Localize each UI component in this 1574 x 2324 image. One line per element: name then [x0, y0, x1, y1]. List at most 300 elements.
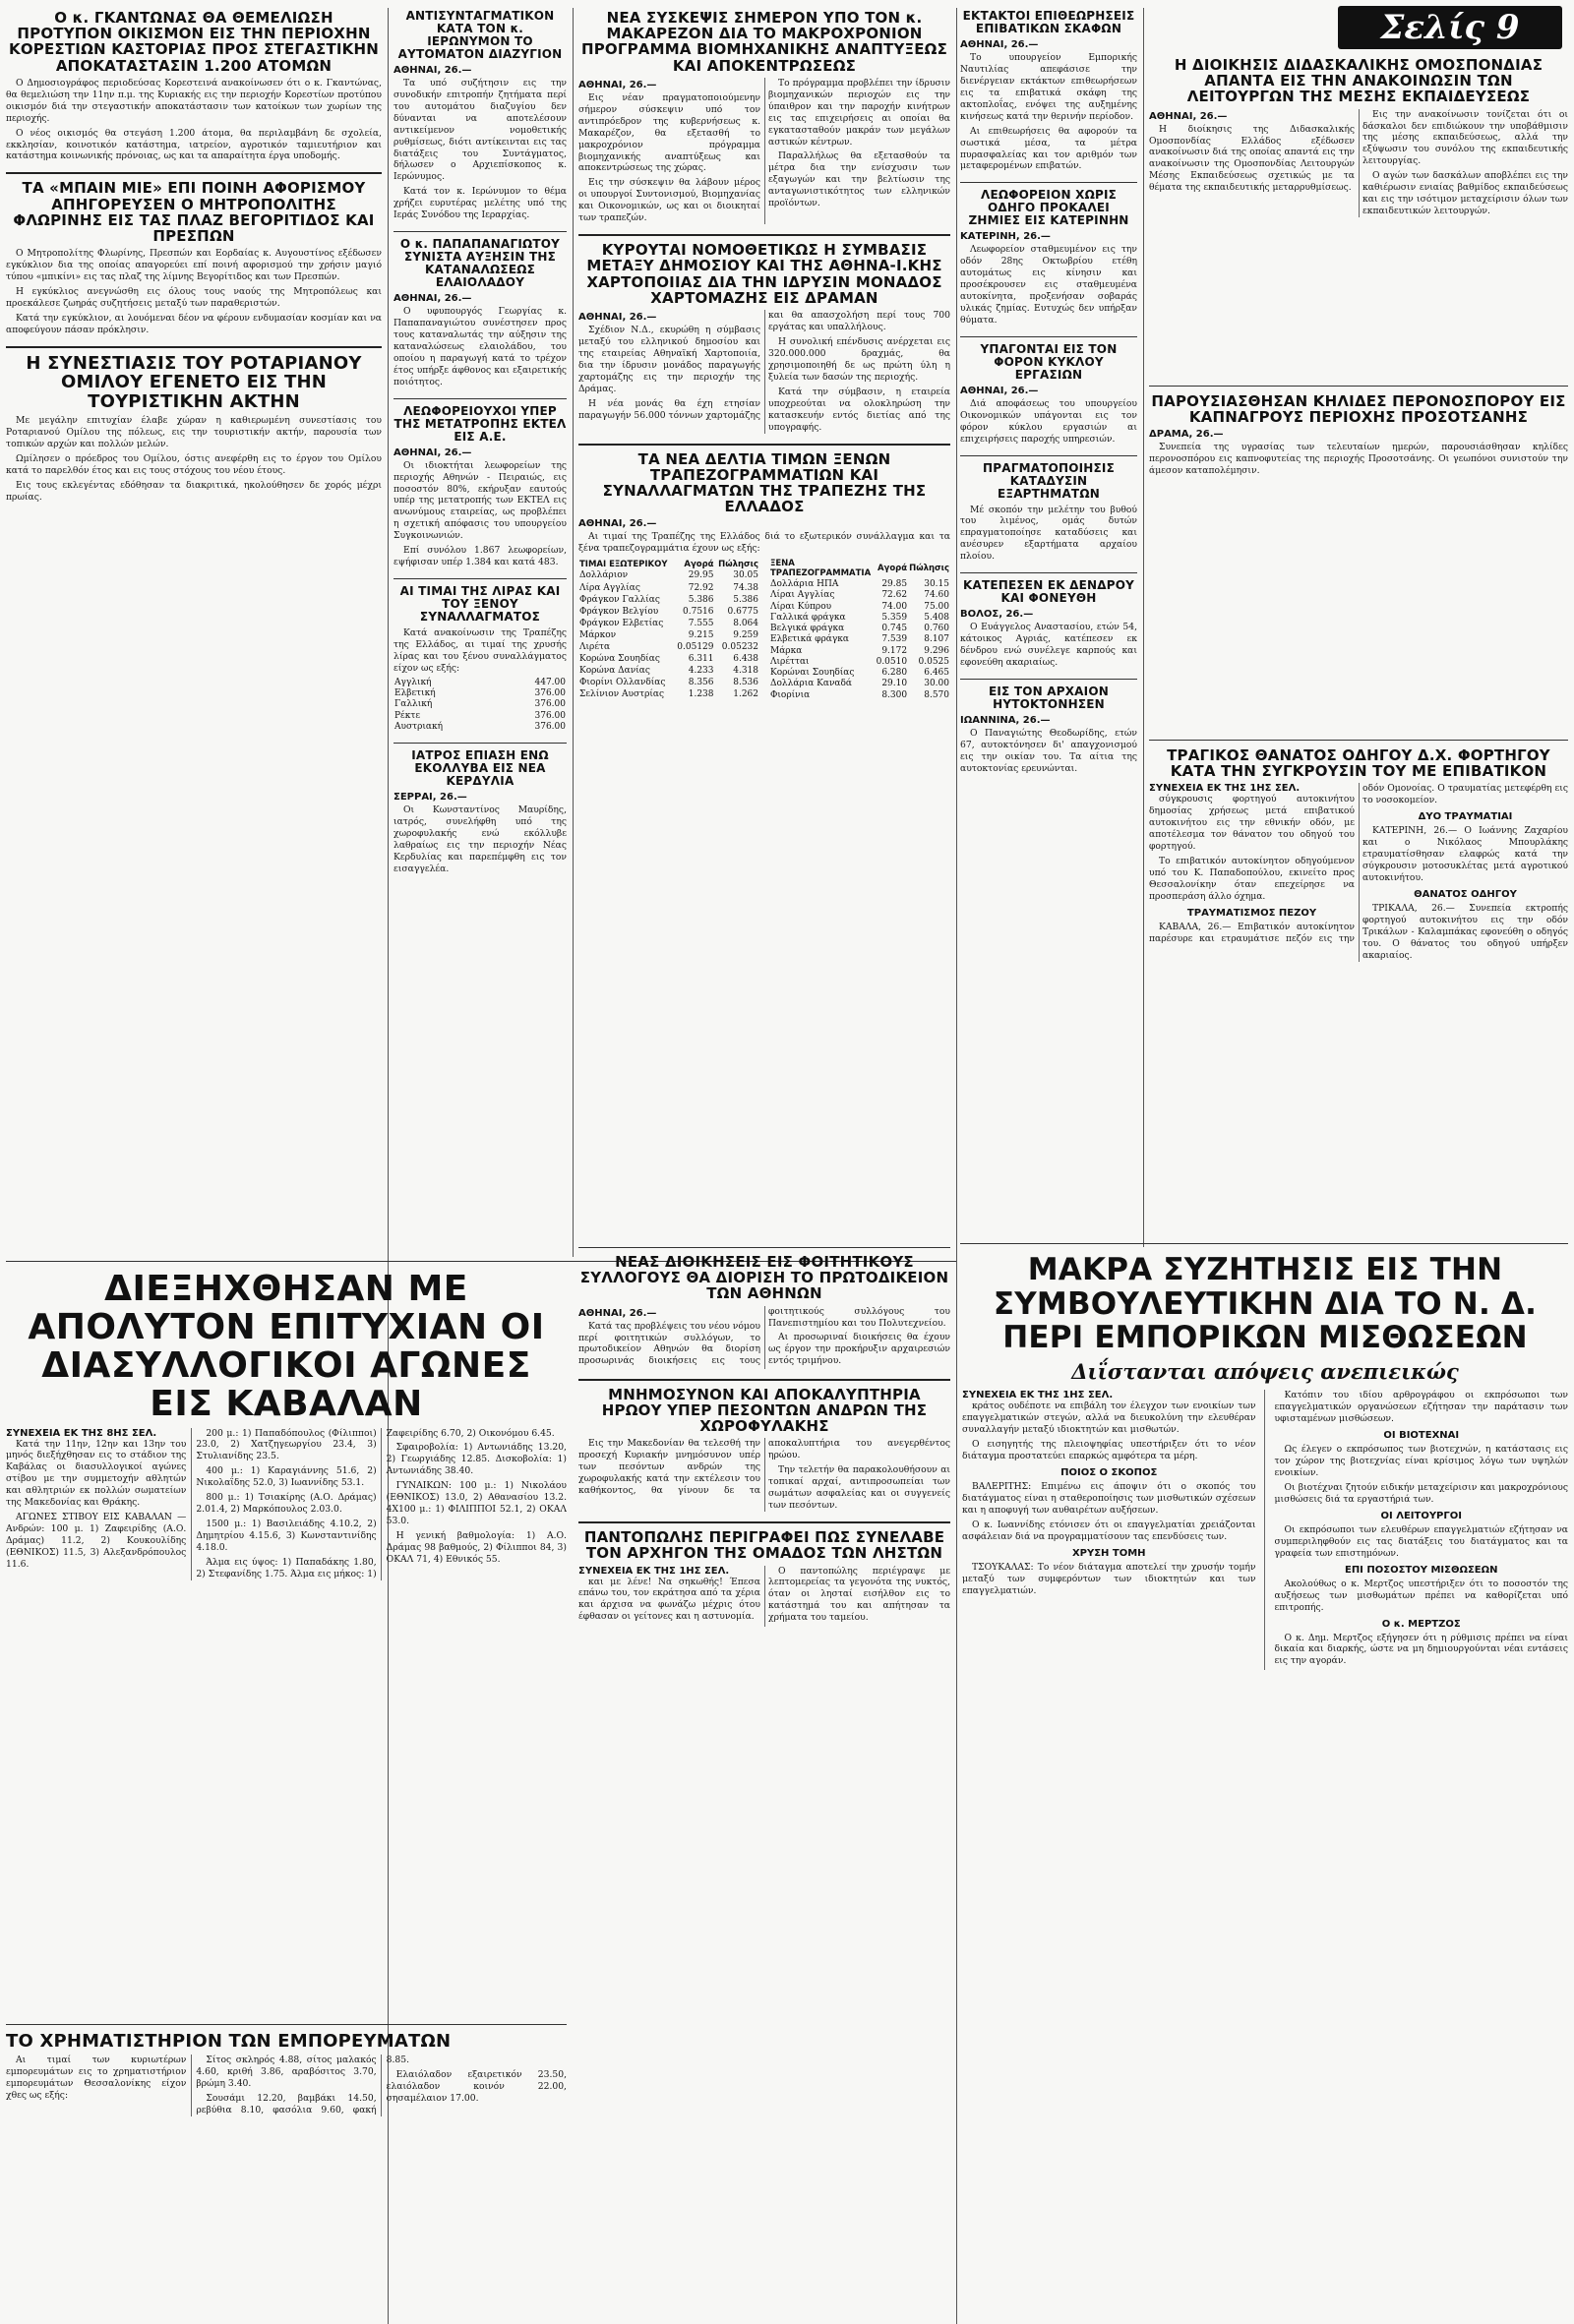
table-row	[769, 657, 950, 668]
paragraph: Άλμα εις ύψος: 1) Παπαδάκης 1.80, 2) Στεφανίδης 1.75. Άλμα εις μήκος: 1) Ζαφειρίδης 6.70, 2) Οικονόμου 6.45.	[196, 1427, 555, 1579]
table-row	[769, 690, 950, 701]
dateline: ΑΘΗΝΑΙ, 26.—	[394, 64, 472, 76]
table-cell: 8.107	[924, 634, 949, 645]
table-cell: Φράγκον Βελγίου	[579, 606, 659, 617]
paragraph: Σχέδιον Ν.Δ., εκυρώθη η σύμβασις μεταξύ του ελληνικού δημοσίου και της εταιρείας Αθηναϊκή Χαρτοποιία, δια την ίδρυσιν μονάδος παραγωγής χαρτομάζης εις την περιοχήν της Δράμας.	[578, 324, 760, 394]
table-cell: 9.172	[881, 645, 908, 656]
table-header-row	[769, 558, 950, 579]
table-cell: 447.00	[534, 677, 566, 687]
sovereign-price-table	[394, 678, 567, 733]
headline: Η ΔΙΟΙΚΗΣΙΣ ΔΙΔΑΣΚΑΛΙΚΗΣ ΟΜΟΣΠΟΝΔΙΑΣ ΑΠΑΝΤΑ ΕΙΣ ΤΗΝ ΑΝΑΚΟΙΝΩΣΙΝ ΤΩΝ ΛΕΙΤΟΥΡΓΩΝ ΤΗΣ ΜΕΣΗΣ ΕΚΠΑΙΔΕΥΣΕΩΣ	[1174, 56, 1544, 106]
headline: ΜΑΚΡΑ ΣΥΖΗΤΗΣΙΣ ΕΙΣ ΤΗΝ ΣΥΜΒΟΥΛΕΥΤΙΚΗΝ ΔΙΑ ΤΟ Ν. Δ. ΠΕΡΙ ΕΜΠΟΡΙΚΩΝ ΜΙΣΘΩΣΕΩΝ	[993, 1252, 1538, 1356]
paragraph: Ο Δημοσιογράφος περιοδεύσας Κορεστεινά ανακοίνωσεν ότι ο κ. Γκαντώνας, θα θεμελιώση την 11ην π.μ. της Κυριακής εις την περιοχήν Κορεστίων προτύπου οικισμόν διά την στεγαστικήν αποκατάστασιν των κατοίκων των χωρίων της περιοχής.	[6, 77, 382, 124]
subheading: ΟΙ ΛΕΙΤΟΥΡΓΟΙ	[1380, 1510, 1462, 1521]
paragraph: ΚΑΤΕΡΙΝΗ, 26.— Ο Ιωάννης Ζαχαρίου και ο Νικόλαος Μπουρλάκης ετραυματίσθησαν ελαφρώς κατά την σύγκρουσιν μοτοσυκλέτας μετά αγροτικού αυτοκινήτου.	[1362, 825, 1568, 884]
continuation-note: ΣΥΝΕΧΕΙΑ ΕΚ ΤΗΣ 1ΗΣ ΣΕΛ.	[1149, 783, 1301, 795]
table-row	[769, 590, 950, 601]
table-cell: 29.95	[688, 570, 714, 581]
table-cell: Αυστριακή	[394, 721, 444, 732]
table-cell: Γαλλικά φράγκα	[770, 612, 846, 623]
table-row	[578, 666, 759, 678]
headline: ΤΟ ΧΡΗΜΑΤΙΣΤΗΡΙΟΝ ΤΩΝ ΕΜΠΟΡΕΥΜΑΤΩΝ	[6, 2031, 452, 2052]
paragraph: Ο κ. Ιωαννίδης ετόνισεν ότι οι επαγγελματίαι χρειάζονται ασφάλειαν διά να προγραμματίσουν τας επενδύσεις των.	[962, 1519, 1256, 1542]
article-columns	[1149, 783, 1568, 961]
paragraph: Συνεπεία της υγρασίας των τελευταίων ημερών, παρουσιάσθησαν κηλίδες περονοσπόρου εις καπνοφυτείας της περιοχής Προσοτσάνης. Οι γεωπόνοι συνιστούν την άμεσον καταπολέμησιν.	[1149, 442, 1568, 477]
table-cell: Λιρέτα	[579, 641, 611, 652]
table-cell: Δολλάριον	[579, 570, 629, 581]
paragraph: Η συνολική επένδυσις ανέρχεται εις 320.000.000 δραχμάς, θα χρησιμοποιηθή δε ως πρώτη ύλη η ξυλεία των δασών της περιοχής.	[768, 335, 950, 383]
divider	[1149, 386, 1568, 387]
table-cell: Φράγκον Γαλλίας	[579, 594, 660, 605]
paragraph: Κατόπιν του ιδίου αρθρογράφου οι εκπρόσωποι των επαγγελματικών οργανώσεων εζήτησαν την παράτασιν των υφισταμένων μισθώσεων.	[1274, 1390, 1568, 1425]
table-cell: 72.62	[881, 590, 908, 601]
dateline: ΑΘΗΝΑΙ, 26.—	[578, 1307, 657, 1319]
paragraph: Εις την ανακοίνωσιν τονίζεται ότι οι δάσκαλοι δεν επιδιώκουν την υποβάθμισιν της μέσης εκπαιδεύσεως, αλλά την εξύψωσιν του συνόλου της εκπαιδευτικής λειτουργίας.	[1362, 108, 1568, 167]
divider	[578, 1379, 950, 1381]
paragraph: Επί συνόλου 1.867 λεωφορείων, εψήφισαν υπέρ 1.384 και κατά 483.	[394, 545, 567, 568]
article-olive-oil	[394, 238, 567, 387]
paragraph: Ο υφυπουργός Γεωργίας κ. Παπαπαναγιώτου συνέστησεν προς τους καταναλωτάς την αύξησιν της καταναλώσεως ελαιολάδου, του οποίου η παραγωγή κατά το τρέχον έτος υπήρξε άφθονος και εξαιρετικής ποιότητος.	[394, 306, 567, 387]
subheading: ΕΠΙ ΠΟΣΟΣΤΟΥ ΜΙΣΘΩΣΕΩΝ	[1344, 1564, 1498, 1576]
table-row	[578, 570, 759, 582]
table-cell: 29.10	[881, 679, 908, 689]
paragraph: 800 μ.: 1) Τσιακίρης (Α.Ο. Δράμας) 2.01.4, 2) Μαρκόπουλος 2.03.0.	[196, 1492, 377, 1516]
article-columns	[6, 1428, 567, 1580]
divider	[394, 578, 567, 579]
foreign-exchange-table	[578, 558, 759, 701]
table-cell: 5.408	[924, 612, 949, 623]
divider	[578, 1247, 950, 1248]
table-cell: 0.05129	[677, 641, 714, 652]
column-center-lower	[578, 1247, 950, 2319]
column-center	[578, 8, 950, 1237]
paragraph: ΑΓΩΝΕΣ ΣΤΙΒΟΥ ΕΙΣ ΚΑΒΑΛΑΝ — Ανδρών: 100 μ. 1) Ζαφειρίδης (Α.Ο. Δράμας) 11.2, 2) Κουκουλίδης (ΕΘΝΙΚΟΣ) 11.5, 3) Αλεξανδρόπουλος 11.6.	[6, 1512, 187, 1571]
table-cell: Βελγικά φράγκα	[770, 624, 845, 634]
paragraph: Η εγκύκλιος ανεγνώσθη εις όλους τους ναούς της Μητροπόλεως και προεκάλεσε ζωηράς συζητήσεις μεταξύ των παραθεριστών.	[6, 286, 382, 309]
paragraph: Σίτος σκληρός 4.88, σίτος μαλακός 4.60, κριθή 3.86, αραβόσιτος 3.70, βρώμη 3.40.	[196, 2055, 377, 2090]
banknote-table	[769, 558, 950, 701]
table-cell: 376.00	[534, 688, 566, 699]
article-columns	[578, 1306, 950, 1369]
paragraph: Ο νέος οικισμός θα στεγάση 1.200 άτομα, θα περιλαμβάνη δε σχολεία, εκκλησίαν, κοινοτικόν κατάστημα, ιατρείον, αγροτικόν ταμιευτήριον και κατάστημα κοινωνικής πρόνοιας, ως και τα απαραίτητα έργα υποδομής.	[6, 127, 382, 162]
paragraph: Οι ιδιοκτήται λεωφορείων της περιοχής Αθηνών - Πειραιώς, εις ποσοστόν 80%, εκήρυξαν εαυτούς υπέρ της μετατροπής των ΕΚΤΕΛ εις ανωνύμους εταιρείας, ως προβλέπει η σχετική απόφασις του υπουργείου Συγκοινωνιών.	[394, 459, 567, 542]
article-grocer	[578, 1529, 950, 1627]
table-cell: 74.60	[924, 590, 949, 601]
divider	[6, 346, 382, 348]
table-cell: 7.539	[881, 634, 908, 645]
divider	[960, 572, 1137, 573]
divider	[960, 679, 1137, 680]
table-row	[578, 582, 759, 594]
article-commercial-leases	[962, 1251, 1568, 2319]
table-cell: 30.00	[924, 679, 949, 689]
table-cell: 0.0510	[876, 656, 908, 667]
article-ektel	[394, 405, 567, 568]
table-cell: 5.359	[881, 612, 908, 623]
divider	[394, 231, 567, 232]
paragraph: Κατά τας προβλέψεις του νέου νόμου περί φοιτητικών συλλόγων, το πρωτοδικείον Αθηνών θα διορίση προσωρινάς διοικήσεις εις τους φοιτητικούς συλλόγους του Πανεπιστημίου και του Πολυτεχνείου.	[578, 1305, 950, 1367]
table-cell: Κορώνα Σουηδίας	[579, 654, 660, 664]
table-cell: 376.00	[534, 699, 566, 710]
dateline: ΑΘΗΝΑΙ, 26.—	[394, 293, 472, 305]
article-columns	[578, 1566, 950, 1627]
divider	[960, 336, 1137, 337]
headline: ΠΑΝΤΟΠΩΛΗΣ ΠΕΡΙΓΡΑΦΕΙ ΠΩΣ ΣΥΝΕΛΑΒΕ ΤΟΝ ΑΡΧΗΓΟΝ ΤΗΣ ΟΜΑΔΟΣ ΤΩΝ ΛΗΣΤΩΝ	[583, 1528, 945, 1563]
article-columns	[578, 310, 950, 434]
table-cell: 0.760	[924, 624, 949, 634]
article-gold-sovereign	[394, 585, 567, 733]
headline: ΛΕΩΦΟΡΕΙΟΥΧΟΙ ΥΠΕΡ ΤΗΣ ΜΕΤΑΤΡΟΠΗΣ ΕΚΤΕΛ ΕΙΣ Α.Ε.	[394, 403, 567, 444]
paragraph: ΤΡΙΚΑΛΑ, 26.— Συνεπεία εκτροπής φορτηγού αυτοκινήτου εις την οδόν Τρικάλων - Καλαμπάκας εφονεύθη ο οδηγός του. Ο θάνατος του οδηγού υπήρξεν ακαριαίος.	[1362, 903, 1568, 961]
paragraph: Κατά τον κ. Ιερώνυμον το θέμα χρήζει ευρυτέρας μελέτης υπό της Ιεράς Συνόδου της Ιεραρχίας.	[394, 186, 567, 221]
table-header: Αγορά	[684, 559, 714, 569]
article-athletics	[6, 1269, 567, 2016]
paragraph: Οι εκπρόσωποι των ελευθέρων επαγγελματιών εζήτησαν να συμπεριληφθούν εις τας διατάξεις του διατάγματος και τα γραφεία των επιστημόνων.	[1274, 1523, 1568, 1559]
paragraph: ΓΥΝΑΙΚΩΝ: 100 μ.: 1) Νικολάου (ΕΘΝΙΚΟΣ) 13.0, 2) Αθανασίου 13.2. 4Χ100 μ.: 1) ΦΙΛΙΠΠΟΙ 52.1, 2) ΟΚΑΛ 53.0.	[386, 1480, 567, 1527]
dateline: ΑΘΗΝΑΙ, 26.—	[578, 79, 657, 90]
headline: ΤΡΑΓΙΚΟΣ ΘΑΝΑΤΟΣ ΟΔΗΓΟΥ Δ.Χ. ΦΟΡΤΗΓΟΥ ΚΑΤΑ ΤΗΝ ΣΥΓΚΡΟΥΣΙΝ ΤΟΥ ΜΕ ΕΠΙΒΑΤΙΚΟΝ	[1167, 746, 1550, 781]
divider	[578, 1521, 950, 1523]
article-commodity-exchange	[6, 2030, 567, 2321]
paragraph: Κατά την εγκύκλιον, αι λουόμεναι δέον να φέρουν ενδυμασίαν κοσμίαν και να αποφεύγουν πάσαν πρόκλησιν.	[6, 312, 382, 335]
paragraph: Κατά την σύμβασιν, η εταιρεία υποχρεούται να ολοκληρώση την κατασκευήν εντός διετίας από της υπογραφής.	[768, 386, 950, 433]
article-columns	[962, 1390, 1568, 1670]
article-ship-inspections	[960, 10, 1137, 172]
paragraph: Αι τιμαί των κυριωτέρων εμπορευμάτων εις το χρηματιστήριον εμπορευμάτων Θεσσαλονίκης είχον χθες ως εξής:	[6, 2055, 187, 2102]
table-cell: Λίρα Αγγλίας	[579, 582, 640, 593]
table-cell: 9.215	[688, 629, 714, 640]
headline: ΠΡΑΓΜΑΤΟΠΟΙΗΣΙΣ ΚΑΤΑΔΥΣΙΝ ΕΞΑΡΤΗΜΑΤΩΝ	[983, 460, 1115, 501]
table-cell: 376.00	[534, 721, 566, 732]
table-cell: 9.296	[924, 645, 949, 656]
table-row	[394, 688, 567, 699]
headline: ΜΝΗΜΟΣΥΝΟΝ ΚΑΙ ΑΠΟΚΑΛΥΠΤΗΡΙΑ ΗΡΩΟΥ ΥΠΕΡ ΠΕΣΟΝΤΩΝ ΑΝΔΡΩΝ ΤΗΣ ΧΩΡΟΦΥΛΑΚΗΣ	[601, 1385, 928, 1436]
paragraph: Εις νέαν πραγματοποιούμενην σήμερον σύσκεψιν υπό τον αντιπρόεδρον της κυβερνήσεως κ. Μακαρέζον, θα εξετασθή το μακροχρόνιον πρόγραμμα βιομηχανικής αναπτύξεως και αποκεντρώσεως της χώρας.	[578, 91, 760, 174]
paragraph: Το επιβατικόν αυτοκίνητον οδηγούμενον υπό του Κ. Παπαδοπούλου, εκινείτο προς Θεσσαλονίκην όταν επεχείρησε να προσπεράση άλλο όχημα.	[1149, 856, 1355, 902]
paragraph: 1500 μ.: 1) Βασιλειάδης 4.10.2, 2) Δημητρίου 4.15.6, 3) Κωνσταντινίδης 4.18.0.	[196, 1519, 377, 1554]
table-cell: Γαλλική	[394, 699, 433, 710]
table-cell: Φράγκον Ελβετίας	[579, 618, 664, 628]
table-cell: 72.92	[688, 582, 714, 593]
table-cell: Σελίνιον Αυστρίας	[579, 689, 665, 700]
paragraph: Εις την σύσκεψιν θα λάβουν μέρος οι υπουργοί Συντονισμού, Βιομηχανίας και Οικονομικών, ως και οι διοικηταί των τραπεζών.	[578, 177, 760, 224]
headline: ΛΕΩΦΟΡΕΙΟΝ ΧΩΡΙΣ ΟΔΗΓΟ ΠΡΟΚΑΛΕΙ ΖΗΜΙΕΣ ΕΙΣ ΚΑΤΕΡΙΝΗΝ	[968, 188, 1129, 228]
table-header: Αγορά	[877, 564, 908, 574]
headline: ΕΙΣ ΤΟΝ ΑΡΧΑΙΟΝ ΗΥΤΟΚΤΟΝΗΣΕΝ	[989, 684, 1109, 711]
dateline: ΑΘΗΝΑΙ, 26.—	[960, 385, 1039, 396]
table-cell: Ελβετική	[394, 688, 436, 699]
paragraph: Κατά την 11ην, 12ην και 13ην του μηνός διεξήχθησαν εις το στάδιον της Καβάλας οι διασυλλογικοί αγώνες στίβου με την συμμετοχήν αθλητών και αθλητριών εκ πολλών σωματείων της Μακεδονίας και Θράκης.	[6, 1438, 187, 1509]
headline: ΤΑ ΝΕΑ ΔΕΛΤΙΑ ΤΙΜΩΝ ΞΕΝΩΝ ΤΡΑΠΕΖΟΓΡΑΜΜΑΤΙΩΝ ΚΑΙ ΣΥΝΑΛΛΑΓΜΑΤΩΝ ΤΗΣ ΤΡΑΠΕΖΗΣ ΤΗΣ ΕΛΛΑΔΟΣ	[602, 449, 927, 516]
paragraph: Ωμίλησεν ο πρόεδρος του Ομίλου, όστις ανεφέρθη εις το έργον του Ομίλου κατά το παρελθόν έτος και εις τους στόχους του νέου έτους.	[6, 453, 382, 476]
subheading: ΟΙ ΒΙΟΤΕΧΝΑΙ	[1383, 1430, 1460, 1442]
paragraph: Μέ σκοπόν την μελέτην του βυθού του λιμένος, ομάς δυτών επραγματοποίησε καταδύσεις και ανέσυρεν εξαρτήματα αρχαίου πλοίου.	[960, 504, 1137, 563]
dateline: ΑΘΗΝΑΙ, 26.—	[578, 518, 657, 530]
table-cell: Ελβετικά φράγκα	[770, 634, 849, 645]
article-teachers-federation	[1149, 55, 1568, 380]
table-cell: Λίραι Αγγλίας	[770, 590, 835, 601]
headline: ΚΥΡΟΥΤΑΙ ΝΟΜΟΘΕΤΙΚΩΣ Η ΣΥΜΒΑΣΙΣ ΜΕΤΑΞΥ ΔΗΜΟΣΙΟΥ ΚΑΙ ΤΗΣ ΑΘΗΝΑ-Ι.ΚΗΣ ΧΑΡΤΟΠΟΙΙΑΣ ΔΙΑ ΤΗΝ ΙΔΡΥΣΙΝ ΜΟΝΑΔΟΣ ΧΑΡΤΟΜΑΖΗΣ ΕΙΣ ΔΡΑΜΑΝ	[586, 241, 942, 307]
column-rule	[1143, 8, 1144, 1247]
dateline: ΙΩΑΝΝΙΝΑ, 26.—	[960, 714, 1051, 726]
paragraph: Διά αποφάσεως του υπουργείου Οικονομικών υπάγονται εις τον φόρον κύκλου εργασιών αι επιχειρήσεις παροχής υπηρεσιών.	[960, 397, 1137, 445]
column-second	[394, 8, 567, 1257]
table-row	[769, 602, 950, 613]
table-body	[769, 579, 950, 701]
table-cell: 30.05	[733, 570, 758, 581]
table-cell: Μάρκον	[579, 629, 617, 640]
table-cell: 0.7516	[683, 606, 714, 617]
paragraph: Παραλλήλως θα εξετασθούν τα μέτρα δια την ενίσχυσιν των εξαγωγών και την βελτίωσιν της ανταγωνιστικότητος των ελληνικών προϊόντων.	[768, 150, 950, 209]
table-cell: 74.00	[881, 601, 908, 612]
table-cell: 5.386	[733, 594, 758, 605]
paragraph: σύγκρουσις φορτηγού αυτοκινήτου δημοσίας χρήσεως μετά επιβατικού αυτοκινήτου εις την εθνικήν οδόν, με αποτέλεσμα τον θάνατον του οδηγού του φορτηγού.	[1149, 794, 1355, 853]
paragraph: 400 μ.: 1) Καραγιάννης 51.6, 2) Νικολαΐδης 52.0, 3) Ιωαννίδης 53.1.	[196, 1465, 377, 1489]
table-cell: 8.064	[733, 618, 758, 628]
subheading: ΤΡΑΥΜΑΤΙΣΜΟΣ ΠΕΖΟΥ	[1186, 907, 1317, 919]
table-cell: 4.233	[688, 666, 714, 677]
divider	[6, 2024, 567, 2025]
paragraph: Ο παντοπώλης περιέγραψε με λεπτομερείας τα γεγονότα της νυκτός, όταν οι λησταί εισήλθον εις το κατάστημά του και απήτησαν τα χρήματα του ταμείου.	[768, 1565, 950, 1624]
headline: Η ΣΥΝΕΣΤΙΑΣΙΣ ΤΟΥ ΡΟΤΑΡΙΑΝΟΥ ΟΜΙΛΟΥ ΕΓΕΝΕΤΟ ΕΙΣ ΤΗΝ ΤΟΥΡΙΣΤΙΚΗΝ ΑΚΤΗΝ	[26, 352, 362, 412]
table-header: Πώλησις	[718, 559, 758, 569]
article-banknote-rates	[578, 451, 950, 701]
dateline: ΒΟΛΟΣ, 26.—	[960, 609, 1034, 621]
table-header: Πώλησις	[909, 564, 949, 574]
lease-column-left	[962, 1390, 1265, 1670]
headline: ΥΠΑΓΟΝΤΑΙ ΕΙΣ ΤΟΝ ΦΟΡΟΝ ΚΥΚΛΟΥ ΕΡΓΑΣΙΩΝ	[980, 341, 1118, 382]
divider	[394, 743, 567, 744]
table-cell: 0.6775	[727, 606, 758, 617]
table-row	[394, 722, 567, 733]
continuation-note: ΣΥΝΕΧΕΙΑ ΕΚ ΤΗΣ 1ΗΣ ΣΕΛ.	[962, 1390, 1114, 1401]
headline: ΝΕΑ ΣΥΣΚΕΨΙΣ ΣΗΜΕΡΟΝ ΥΠΟ ΤΟΝ κ. ΜΑΚΑΡΕΖΟΝ ΔΙΑ ΤΟ ΜΑΚΡΟΧΡΟΝΙΟΝ ΠΡΟΓΡΑΜΜΑ ΒΙΟΜΗΧΑΝΙΚΗΣ ΑΝΑΠΤΥΞΕΩΣ ΚΑΙ ΑΠΟΚΕΝΤΡΩΣΕΩΣ	[580, 9, 948, 75]
table-cell: 8.300	[881, 689, 908, 700]
headline: Ο κ. ΓΚΑΝΤΩΝΑΣ ΘΑ ΘΕΜΕΛΙΩΣΗ ΠΡΟΤΥΠΟΝ ΟΙΚΙΣΜΟΝ ΕΙΣ ΤΗΝ ΠΕΡΙΟΧΗΝ ΚΟΡΕΣΤΙΩΝ ΚΑΣΤΟΡΙΑΣ ΠΡΟΣ ΣΤΕΓΑΣΤΙΚΗΝ ΑΠΟΚΑΤΑΣΤΑΣΙΝ 1.200 ΑΤΟΜΩΝ	[9, 9, 379, 75]
table-cell: 5.386	[688, 594, 714, 605]
subheading: ΘΑΝΑΤΟΣ ΟΔΗΓΟΥ	[1414, 889, 1517, 901]
table-cell: 1.262	[733, 689, 758, 700]
paragraph: και με λένε! Να σηκωθής! Έπεσα επάνω του, τον εκράτησα από τα χέρια και άρχισα να φωνάζω μέχρις ότου έφθασαν οι γείτονες και η αστυνομία.	[578, 1576, 760, 1623]
headline: ΑΙ ΤΙΜΑΙ ΤΗΣ ΛΙΡΑΣ ΚΑΙ ΤΟΥ ΞΕΝΟΥ ΣΥΝΑΛΛΑΓΜΑΤΟΣ	[399, 584, 561, 625]
paragraph: Εις την Μακεδονίαν θα τελεσθή την προσεχή Κυριακήν μνημόσυνον υπέρ των πεσόντων ανδρών της χωροφυλακής κατά την εκτέλεσιν του καθήκοντος, θα γίνουν δε τα αποκαλυπτήρια του ανεγερθέντος ηρώου.	[578, 1438, 950, 1497]
article-memorial	[578, 1387, 950, 1512]
table-cell: 376.00	[534, 710, 566, 721]
paragraph: Αι επιθεωρήσεις θα αφορούν τα σωστικά μέσα, τα μέτρα πυρασφαλείας και τον αριθμόν των μεταφερομένων επιβατών.	[960, 125, 1137, 172]
table-row	[394, 711, 567, 722]
table-body	[578, 570, 759, 701]
table-header: ΤΙΜΑΙ ΕΞΩΤΕΡΙΚΟΥ	[579, 559, 668, 569]
article-rotarian	[6, 354, 382, 504]
table-row	[578, 654, 759, 666]
table-cell: Κορώνα Δανίας	[579, 666, 650, 677]
headline: ΑΝΤΙΣΥΝΤΑΓΜΑΤΙΚΟΝ ΚΑΤΑ ΤΟΝ κ. ΙΕΡΩΝΥΜΟΝ ΤΟ ΑΥΤΟΜΑΤΟΝ ΔΙΑΖΥΓΙΟΝ	[397, 9, 563, 61]
article-suicide	[960, 685, 1137, 775]
article-truck-death	[1149, 745, 1568, 1237]
divider	[394, 398, 567, 399]
column-center-right	[960, 8, 1137, 1237]
table-cell: 29.85	[881, 579, 908, 590]
paragraph: 200 μ.: 1) Παπαδόπουλος (Φίλιπποι) 23.0, 2) Χατζηγεωργίου 23.4, 3) Στυλιανίδης 23.5.	[196, 1427, 377, 1462]
table-row	[769, 613, 950, 624]
divider	[6, 172, 382, 174]
subheading: ΔΥΟ ΤΡΑΥΜΑΤΙΑΙ	[1418, 811, 1513, 823]
table-cell: Δολλάρια ΗΠΑ	[770, 579, 839, 590]
table-row	[578, 606, 759, 618]
table-row	[578, 629, 759, 641]
subheading: ΧΡΥΣΗ ΤΟΜΗ	[1071, 1547, 1146, 1559]
headline: ΠΑΡΟΥΣΙΑΣΘΗΣΑΝ ΚΗΛΙΔΕΣ ΠΕΡΟΝΟΣΠΟΡΟΥ ΕΙΣ ΚΑΠΝΑΓΡΟΥΣ ΠΕΡΙΟΧΗΣ ΠΡΟΣΟΤΣΑΝΗΣ	[1151, 392, 1566, 427]
paragraph: Ο Παναγιώτης Θεοδωρίδης, ετών 67, αυτοκτόνησεν δι' απαγχονισμού εις την οικίαν του. Τα αίτια της αυτοκτονίας ερευνώνται.	[960, 727, 1137, 774]
paragraph: Οι βιοτέχναι ζητούν ειδικήν μεταχείρισιν και μακροχρόνιους μισθώσεις διά τα εργαστήριά των.	[1274, 1481, 1568, 1505]
article-columns	[578, 1438, 950, 1512]
divider	[1149, 740, 1568, 741]
dateline: ΑΘΗΝΑΙ, 26.—	[394, 447, 472, 458]
article-paper-mill	[578, 242, 950, 433]
rate-tables	[578, 558, 950, 701]
table-row	[769, 646, 950, 657]
table-row	[394, 699, 567, 710]
table-cell: 6.438	[733, 654, 758, 664]
divider	[578, 444, 950, 446]
dateline: ΚΑΤΕΡΙΝΗ, 26.—	[960, 231, 1051, 243]
table-cell: Αγγλική	[394, 677, 432, 687]
paragraph: Ο εισηγητής της πλειοψηφίας υπεστήριξεν ότι το νέον διάταγμα προστατεύει επαρκώς αμφότερα τα μέρη.	[962, 1439, 1256, 1461]
headline: ΕΚΤΑΚΤΟΙ ΕΠΙΘΕΩΡΗΣΕΙΣ ΕΠΙΒΑΤΙΚΩΝ ΣΚΑΦΩΝ	[962, 9, 1135, 35]
article-dives	[960, 462, 1137, 564]
dateline: ΑΘΗΝΑΙ, 26.—	[578, 311, 657, 323]
table-cell: 0.745	[881, 624, 908, 634]
paragraph: Λεωφορείον σταθμευμένον εις την οδόν 28ης Οκτωβρίου ετέθη αυτομάτως εις κίνησιν και προσέκρουσεν εις σταθμευμένα αυτοκίνητα, προξενήσαν σοβαράς υλικάς ζημίας. Ευτυχώς δεν υπήρξαν θύματα.	[960, 244, 1137, 327]
article-divorce	[394, 10, 567, 221]
table-cell: 4.318	[733, 666, 758, 677]
dateline: ΑΘΗΝΑΙ, 26.—	[960, 38, 1039, 50]
table-row	[769, 624, 950, 634]
headline: ΝΕΑΣ ΔΙΟΙΚΗΣΕΙΣ ΕΙΣ ΦΟΙΤΗΤΙΚΟΥΣ ΣΥΛΛΟΓΟΥΣ ΘΑ ΔΙΟΡΙΣΗ ΤΟ ΠΡΩΤΟΔΙΚΕΙΟΝ ΤΩΝ ΑΘΗΝΩΝ	[579, 1253, 949, 1303]
paragraph: κράτος ουδέποτε να επιβάλη τον έλεγχον των ενοικίων των επαγγελματικών στεγών, αλλά να διευκολύνη την ελευθέραν συναλλαγήν μεταξύ ιδιοκτητών και μισθωτών.	[962, 1400, 1256, 1436]
article-student-unions	[578, 1254, 950, 1369]
table-cell: 6.465	[924, 668, 949, 679]
headline: ΙΑΤΡΟΣ ΕΠΙΑΣΗ ΕΝΩ ΕΚΟΛΛΥΒΑ ΕΙΣ ΝΕΑ ΚΕΡΔΥΛΙΑ	[411, 748, 549, 788]
article-gkantonas	[6, 10, 382, 162]
table-cell: 8.536	[733, 678, 758, 688]
paragraph: Ο κ. Δημ. Μερτζος εξήγησεν ότι η ρύθμισις πρέπει να είναι δικαία και διαρκής, ώστε να μη δημιουργούνται νέαι εντάσεις εις την αγοράν.	[1274, 1632, 1568, 1667]
paragraph: Η γενική βαθμολογία: 1) Α.Ο. Δράμας 98 βαθμούς, 2) Φίλιπποι 84, 3) ΟΚΑΛ 71, 4) Εθνικός 55.	[386, 1530, 567, 1566]
article-columns	[6, 2055, 567, 2116]
table-row	[578, 594, 759, 606]
table-cell: 8.356	[688, 678, 714, 688]
dateline: ΑΘΗΝΑΙ, 26.—	[1149, 110, 1228, 122]
paragraph: Ο Ευάγγελος Αναστασίου, ετών 54, κάτοικος Αγριάς, κατέπεσεν εκ δένδρου ενώ συνέλεγε καρπούς και εφονεύθη ακαριαίως.	[960, 622, 1137, 669]
headline: ΚΑΤΕΠΕΣΕΝ ΕΚ ΔΕΝΔΡΟΥ ΚΑΙ ΦΟΝΕΥΘΗ	[963, 578, 1134, 606]
paragraph: Η νέα μονάς θα έχη ετησίαν παραγωγήν 56.000 τόννων χαρτομάζης και θα απασχολήση περί τους 700 εργάτας και υπαλλήλους.	[578, 309, 950, 421]
article-columns	[578, 78, 950, 224]
article-peronospora	[1149, 391, 1568, 539]
article-mpikini	[6, 180, 382, 335]
continuation-note: ΣΥΝΕΧΕΙΑ ΕΚ ΤΗΣ 1ΗΣ ΣΕΛ.	[578, 1565, 730, 1577]
table-header-row	[578, 558, 759, 570]
table-row	[578, 678, 759, 689]
headline: ΤΑ «ΜΠΑΙΝ ΜΙΕ» ΕΠΙ ΠΟΙΝΗ ΑΦΟΡΙΣΜΟΥ ΑΠΗΓΟΡΕΥΣΕΝ Ο ΜΗΤΡΟΠΟΛΙΤΗΣ ΦΛΩΡΙΝΗΣ ΕΙΣ ΤΑΣ ΠΛΑΖ ΒΕΓΟΡΙΤΙΔΟΣ ΚΑΙ ΠΡΕΣΠΩΝ	[13, 179, 375, 245]
table-cell: Κορώναι Σουηδίας	[770, 668, 855, 679]
table-cell: 74.38	[733, 582, 758, 593]
paragraph: Το πρόγραμμα προβλέπει την ίδρυσιν βιομηχανικών περιοχών εις την ύπαιθρον και την παροχήν κινήτρων εις τας επιχειρήσεις αι οποίαι θα εγκατασταθούν μακράν των μεγάλων αστικών κέντρων.	[768, 77, 950, 148]
table-cell: 0.05232	[721, 641, 758, 652]
headline: ΔΙΕΞΗΧΘΗΣΑΝ ΜΕ ΑΠΟΛΥΤΟΝ ΕΠΙΤΥΧΙΑΝ ΟΙ ΔΙΑΣΥΛΛΟΓΙΚΟΙ ΑΓΩΝΕΣ ΕΙΣ ΚΑΒΑΛΑΝ	[28, 1269, 545, 1424]
dateline: ΣΕΡΡΑΙ, 26.—	[394, 791, 467, 803]
table-cell: 75.00	[924, 601, 949, 612]
article-tree-fall	[960, 579, 1137, 669]
table-cell: Μάρκα	[770, 645, 803, 656]
paragraph: Ο αγών των δασκάλων αποβλέπει εις την καθιέρωσιν ενιαίας βαθμίδος εκπαιδεύσεως και εις την ισότιμον μεταχείρισιν όλων των εκπαιδευτικών λειτουργών.	[1362, 170, 1568, 217]
paragraph: Τα υπό συζήτησιν εις την συνοδικήν επιτροπήν ζητήματα περί του αυτομάτου διαζυγίου δεν δύνανται να αποτελέσουν αντικείμενον νομοθετικής ρυθμίσεως, διότι αντίκεινται εις τας διατάξεις του Συντάγματος, δήλωσεν ο Αρχιεπίσκοπος κ. Ιερώνυμος.	[394, 77, 567, 183]
table-cell: 0.0525	[918, 656, 949, 667]
paragraph: Ακολούθως ο κ. Μερτζος υπεστήριξεν ότι το ποσοστόν της αυξήσεως των μισθωμάτων πρέπει να καθορίζεται υπό επιτροπής.	[1274, 1578, 1568, 1613]
page-number-masthead: Σελίς 9	[1338, 6, 1562, 49]
table-cell: Ρέκτε	[394, 710, 420, 721]
table-row	[769, 668, 950, 679]
subheading: ΠΟΙΟΣ Ο ΣΚΟΠΟΣ	[1060, 1466, 1158, 1478]
article-turnover-tax	[960, 343, 1137, 446]
paragraph: Με μεγάλην επιτυχίαν έλαβε χώραν η καθιερωμένη συνεστίασις του Ροταριανού Ομίλου της πόλεως, εις την τουριστικήν ακτήν, παρουσία των τοπικών αρχών και πολλών μελών.	[6, 415, 382, 450]
paragraph: Ελαιόλαδον εξαιρετικόν 23.50, ελαιόλαδον κοινόν 22.00, σησαμέλαιον 17.00.	[386, 2069, 567, 2105]
paragraph: Οι Κωνσταντίνος Μαυρίδης, ιατρός, συνελήφθη υπό της χωροφυλακής ενώ εκόλλυβε λαθραίως εις την περιοχήν Νέας Κερδυλίας και παρεπέμφθη εις τον εισαγγελέα.	[394, 804, 567, 874]
table-row	[394, 678, 567, 688]
table-row	[578, 689, 759, 701]
table-row	[578, 642, 759, 654]
paragraph: Αι τιμαί της Τραπέζης της Ελλάδος διά το εξωτερικόν συνάλλαγμα και τα ξένα τραπεζογραμμάτια έχουν ως εξής:	[578, 531, 950, 555]
table-cell: Φιορίνι Ολλανδίας	[579, 678, 666, 688]
paragraph: Το υπουργείον Εμπορικής Ναυτιλίας απεφάσισε την διενέργειαν εκτάκτων επιθεωρήσεων εις τα επιβατικά σκάφη της ακτοπλοΐας, ενόψει της αυξημένης κινήσεως κατά την θερινήν περίοδον.	[960, 51, 1137, 122]
table-cell: 9.259	[733, 629, 758, 640]
article-doctor	[394, 749, 567, 875]
article-makarezos	[578, 10, 950, 224]
table-cell: 6.311	[688, 654, 714, 664]
paragraph: Ως έλεγεν ο εκπρόσωπος των βιοτεχνών, η κατάστασις εις τον χώρον της βιοτεχνίας είναι κρίσιμος λόγω των υψηλών ενοικίων.	[1274, 1444, 1568, 1478]
divider	[960, 1243, 1568, 1244]
column-left	[6, 8, 382, 1257]
column-rule	[573, 8, 574, 1257]
paragraph: ΤΣΟΥΚΑΛΑΣ: Το νέον διάταγμα αποτελεί την χρυσήν τομήν μεταξύ των συμφερόντων των ιδιοκτητών και των επαγγελματιών.	[962, 1561, 1256, 1596]
table-row	[769, 579, 950, 590]
paragraph: Την τελετήν θα παρακολουθήσουν αι τοπικαί αρχαί, αντιπροσωπείαι των σωμάτων ασφαλείας και οι συγγενείς των πεσόντων.	[768, 1464, 950, 1512]
table-cell: Δολλάρια Καναδά	[770, 679, 853, 689]
table-cell: Λίραι Κύπρου	[770, 601, 832, 612]
lease-column-right	[1275, 1390, 1569, 1670]
paragraph: Εις τους εκλεγέντας εδόθησαν τα διακριτικά, ηκολούθησεν δε χορός μέχρι πρωίας.	[6, 479, 382, 503]
table-header: ΞΕΝΑ ΤΡΑΠΕΖΟΓΡΑΜΜΑΤΙΑ	[770, 559, 872, 579]
divider	[960, 455, 1137, 456]
paragraph: Σουσάμι 12.20, βαμβάκι 14.50, ρεβύθια 8.10, φασόλια 9.60, φακή 8.85.	[196, 2055, 410, 2116]
divider	[960, 182, 1137, 183]
divider	[578, 234, 950, 236]
paragraph: Κατά ανακοίνωσιν της Τραπέζης της Ελλάδος, αι τιμαί της χρυσής λίρας και του ξένου συναλλάγματος είχον ως εξής:	[394, 627, 567, 674]
table-cell: Λιρέτται	[770, 656, 810, 667]
table-row	[769, 679, 950, 689]
table-cell: 8.570	[924, 689, 949, 700]
table-cell: 6.280	[881, 668, 908, 679]
headline: Ο κ. ΠΑΠΑΠΑΝΑΓΙΩΤΟΥ ΣΥΝΙΣΤΑ ΑΥΞΗΣΙΝ ΤΗΣ ΚΑΤΑΝΑΛΩΣΕΩΣ ΕΛΑΙΟΛΑΔΟΥ	[399, 237, 561, 290]
dateline: ΔΡΑΜΑ, 26.—	[1149, 429, 1224, 441]
table-cell: 30.15	[924, 579, 949, 590]
paragraph: Ο Μητροπολίτης Φλωρίνης, Πρεσπών και Εορδαίας κ. Αυγουστίνος εξέδωσεν εγκύκλιον δια της οποίας απαγορεύει επί ποινή αφορισμού την χρήσιν μαγιό τύπου «μπικίνι» εις τας πλαζ της λίμνης Βεγορίτιδος και των Πρεσπών.	[6, 248, 382, 283]
subheadline: Διΐστανται απόψεις ανεπιεικώς	[1071, 1359, 1459, 1385]
table-row	[578, 618, 759, 629]
continuation-note: ΣΥΝΕΧΕΙΑ ΕΚ ΤΗΣ 8ΗΣ ΣΕΛ.	[6, 1427, 157, 1439]
paragraph: Η διοίκησις της Διδασκαλικής Ομοσπονδίας Ελλάδος εξέδωσεν ανακοίνωσιν διά της οποίας απαντά εις την ανακοίνωσιν της Ομοσπονδίας Λειτουργών Μέσης Εκπαιδεύσεως σχετικώς με τα θέματα της εκπαιδευτικής μεταρρυθμίσεως.	[1149, 123, 1355, 194]
paragraph: Σφαιροβολία: 1) Αντωνιάδης 13.20, 2) Γεωργιάδης 12.85. Δισκοβολία: 1) Αντωνιάδης 38.40.	[386, 1442, 567, 1477]
paragraph: Αι προσωριναί διοικήσεις θα έχουν ως έργον την προκήρυξιν αρχαιρεσιών εντός τριμήνου.	[768, 1332, 950, 1367]
